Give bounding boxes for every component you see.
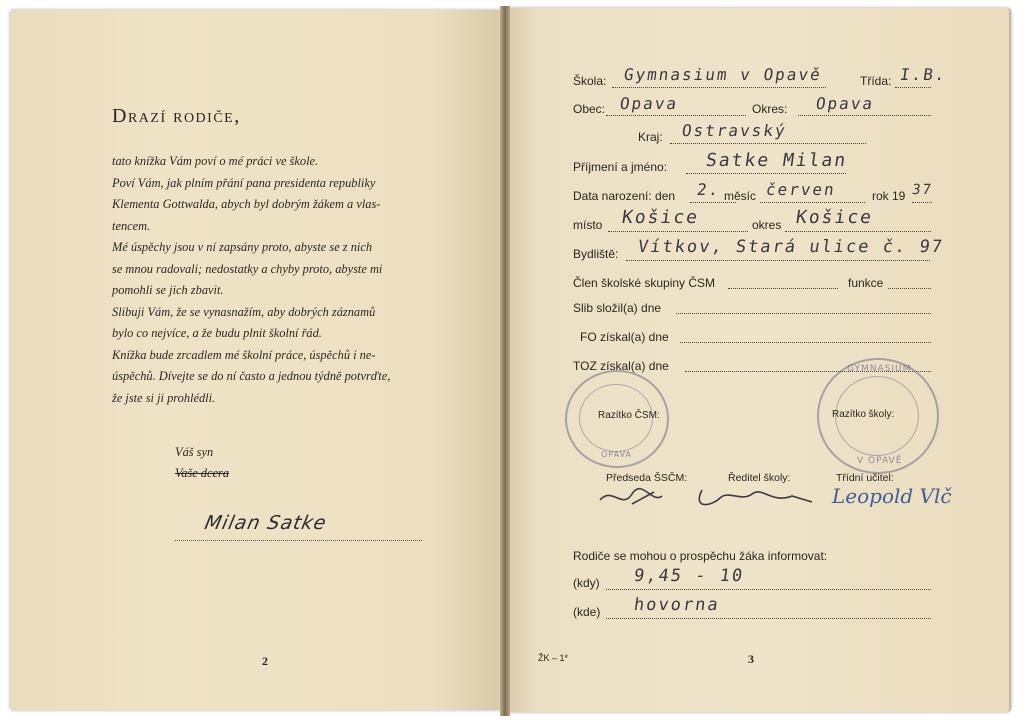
town-field-line	[606, 115, 746, 116]
class-field-line	[895, 87, 931, 88]
oath-field-line	[676, 313, 931, 314]
oath-label: Slib složil(a) dne	[573, 301, 662, 315]
where-label: (kde)	[573, 605, 601, 619]
class-label: Třída:	[860, 74, 892, 88]
signature-line	[175, 540, 422, 541]
director-label: Ředitel školy:	[728, 472, 791, 484]
school-value: Gymnasium v Opavě	[622, 65, 824, 84]
place-district-line	[785, 231, 931, 232]
birth-label: Data narození: den	[573, 189, 676, 203]
region-value: Ostravský	[680, 121, 789, 140]
residence-field-line	[626, 260, 930, 261]
letter-line: bylo co nejvíce, a že budu plnit školní řád.	[112, 326, 322, 340]
letter-line: Klementa Gottwalda, abych byl dobrým žákem a vlas-	[112, 197, 381, 211]
class-value: I.B.	[898, 65, 948, 84]
school-field-line	[612, 87, 826, 88]
fo-field-line	[680, 342, 931, 343]
birth-year-value: 37	[910, 182, 934, 198]
student-signature: Milan Satke	[202, 512, 329, 534]
teacher-signature: Leopold Vlč	[832, 484, 952, 508]
district-field-line	[798, 115, 931, 116]
name-label: Příjmení a jméno:	[573, 160, 668, 174]
letter-line: Knížka bude zrcadlem mé školní práce, úspěchů i ne-	[112, 347, 376, 362]
closing-daughter-struck: Vaše dcera	[175, 466, 230, 480]
chair-director-signatures	[592, 480, 822, 516]
when-field-line	[606, 589, 931, 590]
town-label: Obec:	[573, 102, 606, 116]
greeting-heading: Drazí rodiče,	[112, 105, 241, 127]
letter-line: Mé úspěchy jsou v ní zapsány proto, abyste se z nich	[112, 240, 373, 254]
stamp-school-label: Razítko školy:	[832, 409, 895, 420]
closing-block	[175, 442, 229, 484]
page-number-right: 3	[748, 652, 754, 666]
place-field-line	[608, 231, 748, 232]
birth-month-line	[760, 202, 865, 203]
place-district-value: Košice	[794, 207, 875, 228]
birth-day-value: 2.	[695, 180, 722, 199]
where-field-line	[606, 618, 931, 619]
residence-label: Bydliště:	[573, 247, 619, 261]
book-spine	[500, 6, 510, 716]
residence-value: Vítkov, Stará ulice č. 97	[636, 237, 946, 257]
school-label: Škola:	[573, 74, 607, 88]
page-number-left: 2	[262, 654, 268, 668]
month-label: měsíc	[724, 189, 757, 203]
closing-son: Váš syn	[175, 445, 214, 459]
letter-line: tencem.	[112, 218, 151, 233]
function-field-line	[888, 288, 931, 289]
when-value: 9,45 - 10	[632, 566, 746, 586]
letter-text	[112, 151, 432, 409]
place-label: místo	[573, 218, 603, 232]
letter-line: pomohli se jich zbavit.	[112, 283, 224, 297]
region-field-line	[670, 143, 866, 144]
member-field-line	[728, 288, 838, 289]
letter-line: úspěchů. Dívejte se do ní často a jednou týdně potvrďte,	[112, 369, 391, 383]
stamp-csm-label: Razítko ČSM:	[598, 410, 660, 421]
chair-label: Předseda ŠSČM:	[606, 472, 688, 484]
school-stamp-text-bottom: V OPAVĚ	[857, 456, 903, 466]
letter-line: Slibuji Vám, že se vynasnažím, aby dobrých záznamů	[112, 304, 376, 319]
district-label: Okres:	[752, 102, 788, 116]
teacher-label: Třídní učitel:	[836, 472, 894, 484]
letter-line: tato knížka Vám poví o mé práci ve škole.	[112, 154, 319, 168]
district-value: Opava	[814, 94, 876, 113]
name-field-line	[686, 173, 846, 174]
place-district-label: okres	[752, 218, 782, 232]
letter-line: že jste si ji prohlédli.	[112, 390, 216, 405]
letter-line: se mnou radovali; nedostatky a chyby proto, abyste mi	[112, 261, 383, 276]
letter-line: Poví Vám, jak plním přání pana presidenta republiky	[112, 175, 376, 190]
form-code: ŽK – 1*	[538, 653, 569, 663]
when-label: (kdy)	[573, 576, 600, 590]
place-value: Košice	[620, 207, 701, 228]
region-label: Kraj:	[638, 130, 663, 144]
year-label: rok 19	[872, 189, 906, 203]
town-value: Opava	[618, 94, 680, 113]
toz-label: TOZ získal(a) dne	[573, 359, 669, 373]
function-label: funkce	[848, 276, 884, 290]
birth-year-line	[912, 202, 932, 203]
birth-month-value: červen	[764, 180, 838, 199]
parents-info-label: Rodiče se mohou o prospěchu žáka informovat:	[573, 549, 828, 563]
csm-stamp-text: OPAVA	[601, 450, 633, 459]
school-stamp-text-top: GYMNASIUM	[847, 364, 912, 374]
fo-label: FO získal(a) dne	[580, 330, 669, 344]
member-label: Člen školské skupiny ČSM	[573, 276, 716, 290]
name-value: Satke Milan	[704, 150, 849, 171]
where-value: hovorna	[632, 595, 722, 615]
